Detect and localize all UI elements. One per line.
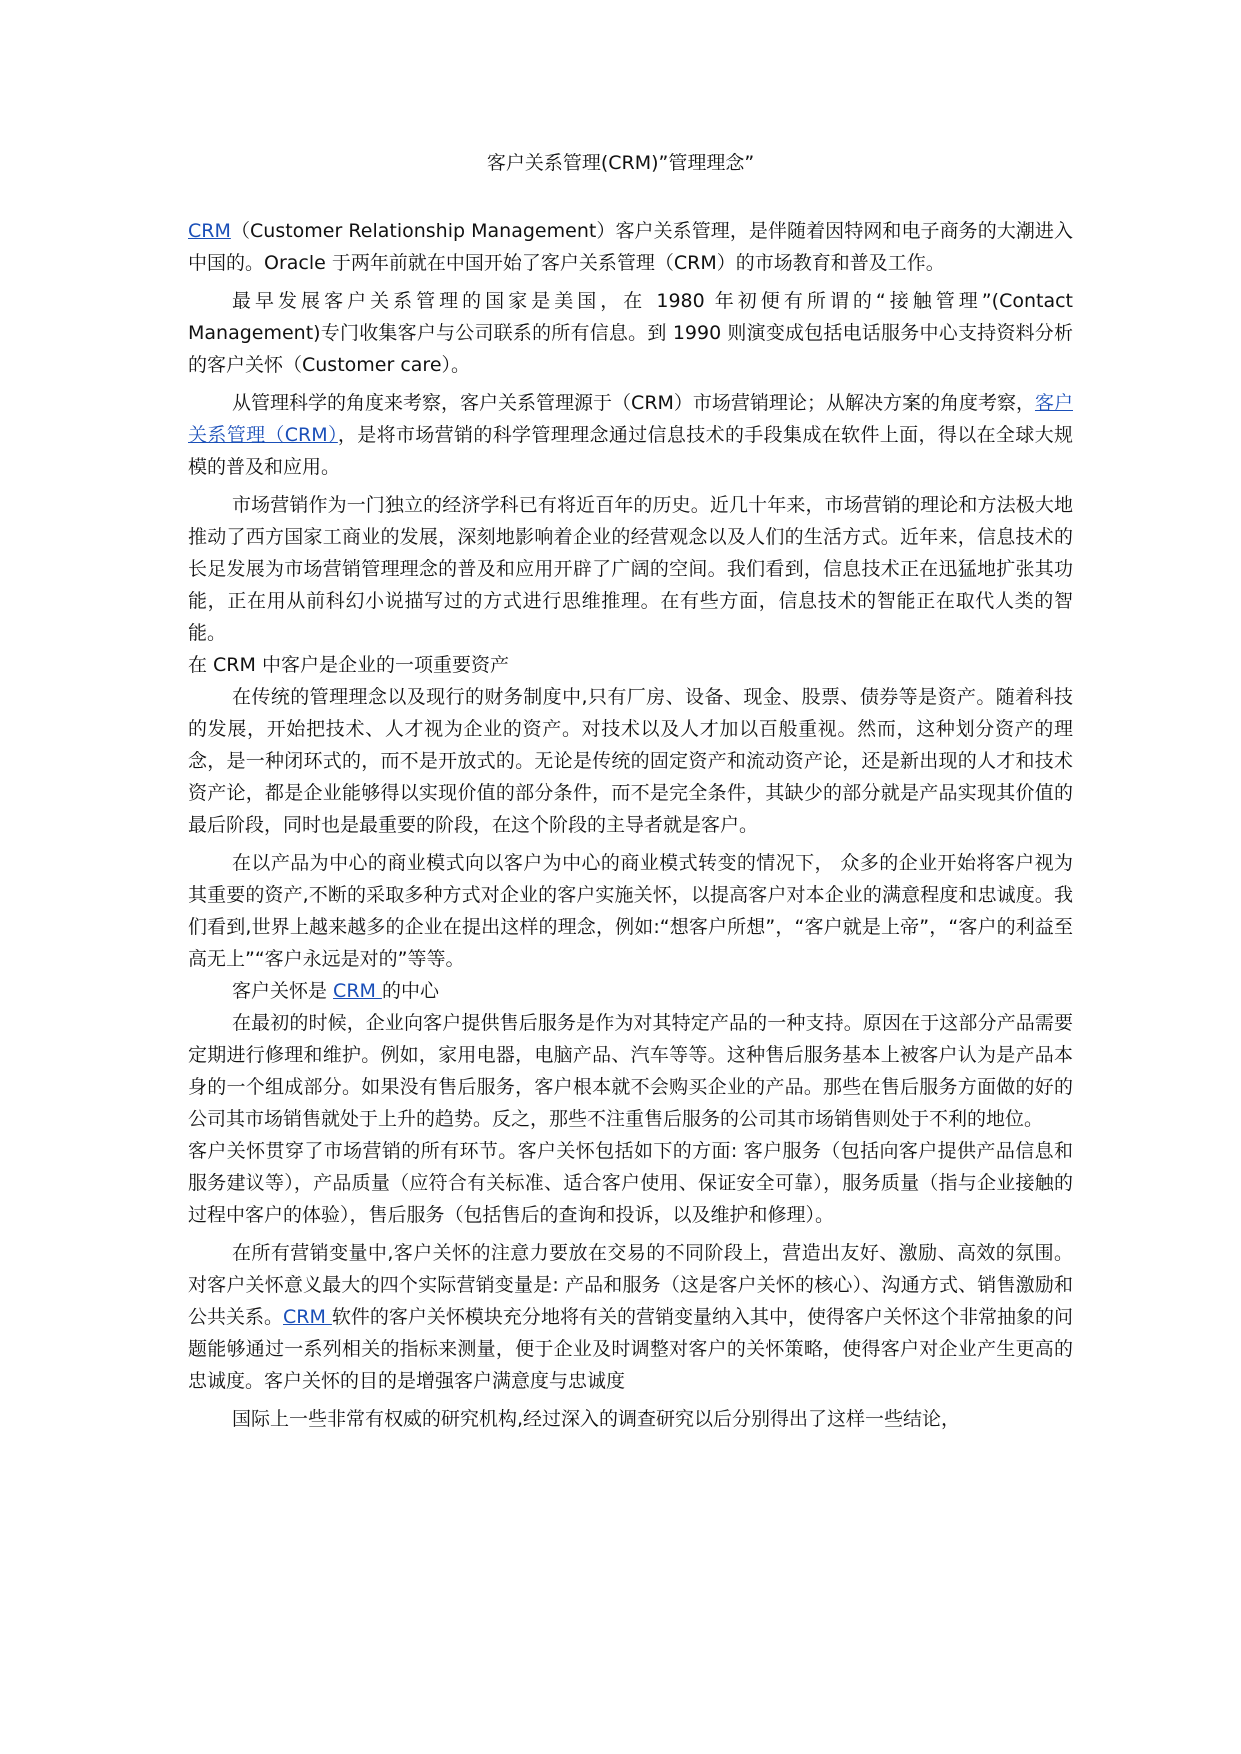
paragraph-care-aspects: 客户关怀贯穿了市场营销的所有环节。客户关怀包括如下的方面: 客户服务（包括向客户提供产品信息和服务建议等），产品质量（应符合有关标准、适合客户使用、保证安全可靠），服务质量（指与企业接触的过程中客户的体验），售后服务（包括售后的查询和投诉，以及维护和修理）。 [188, 1140, 1073, 1226]
paragraph-marketing-variables [188, 1237, 1073, 1397]
paragraph-text: （Customer Relationship Management）客户关系管理，是伴随着因特网和电子商务的大潮进入中国的。Oracle 于两年前就在中国开始了客户关系管理（CRM）的市场教育和普及工作。 [188, 220, 1073, 274]
crm-management-link[interactable]: 客户关系管理（CRM） [188, 392, 1073, 446]
paragraph-after-sales: 在最初的时候，企业向客户提供售后服务是作为对其特定产品的一种支持。原因在于这部分产品需要定期进行修理和维护。例如，家用电器，电脑产品、汽车等等。这种售后服务基本上被客户认为是产品本身的一个组成部分。如果没有售后服务，客户根本就不会购买企业的产品。那些在售后服务方面做的好的公司其市场销售就处于上升的趋势。反之，那些不注重售后服务的公司其市场销售则处于不利的地位。 [188, 1012, 1073, 1130]
paragraph-research: 国际上一些非常有权威的研究机构,经过深入的调查研究以后分别得出了这样一些结论， [232, 1408, 961, 1430]
paragraph-management-science [188, 387, 1073, 483]
heading-text: 客户关怀是 [232, 980, 334, 1002]
heading-text: 的中心 [381, 980, 439, 1002]
paragraph-text: 从管理科学的角度来考察，客户关系管理源于（CRM）市场营销理论；从解决方案的角度考察， [232, 392, 1035, 414]
document-title: 客户关系管理(CRM)”管理理念” [486, 152, 755, 174]
paragraph-assets: 在传统的管理理念以及现行的财务制度中,只有厂房、设备、现金、股票、债券等是资产。随着科技的发展，开始把技术、人才视为企业的资产。对技术以及人才加以百般重视。然而，这种划分资产的理念，是一种闭环式的，而不是开放式的。无论是传统的固定资产和流动资产论，还是新出现的人才和技术资产论，都是企业能够得以实现价值的部分条件，而不是完全条件，其缺少的部分就是产品实现其价值的最后阶段，同时也是最重要的阶段，在这个阶段的主导者就是客户。 [188, 686, 1073, 836]
section-heading-customer-care [188, 975, 1073, 1007]
paragraph-text: ，是将市场营销的科学管理理念通过信息技术的手段集成在软件上面，得以在全球大规模的普及和应用。 [188, 424, 1073, 478]
paragraph-marketing: 市场营销作为一门独立的经济学科已有将近百年的历史。近几十年来，市场营销的理论和方法极大地推动了西方国家工商业的发展，深刻地影响着企业的经营观念以及人们的生活方式。近年来，信息技术的长足发展为市场营销管理理念的普及和应用开辟了广阔的空间。我们看到，信息技术正在迅猛地扩张其功能，正在用从前科幻小说描写过的方式进行思维推理。在有些方面，信息技术的智能正在取代人类的智能。 [188, 494, 1073, 644]
paragraph-text: 在所有营销变量中,客户关怀的注意力要放在交易的不同阶段上，营造出友好、激励、高效的氛围。对客户关怀意义最大的四个实际营销变量是: 产品和服务（这是客户关怀的核心）、沟通方式、销售激励和公共关系。 [188, 1242, 1073, 1328]
crm-link[interactable]: CRM [333, 980, 382, 1002]
crm-link[interactable]: CRM [283, 1306, 332, 1328]
paragraph-customer-centric: 在以产品为中心的商业模式向以客户为中心的商业模式转变的情况下， 众多的企业开始将客户视为其重要的资产,不断的采取多种方式对企业的客户实施关怀，以提高客户对本企业的满意程度和忠诚度。我们看到,世界上越来越多的企业在提出这样的理念，例如:“想客户所想”，“客户就是上帝”，“客户的利益至高无上”“客户永远是对的”等等。 [188, 852, 1073, 970]
paragraph-text: 软件的客户关怀模块充分地将有关的营销变量纳入其中，使得客户关怀这个非常抽象的问题能够通过一系列相关的指标来测量，便于企业及时调整对客户的关怀策略，使得客户对企业产生更高的忠诚度。客户关怀的目的是增强客户满意度与忠诚度 [188, 1306, 1073, 1392]
paragraph-history: 最早发展客户关系管理的国家是美国，在 1980 年初便有所谓的“接触管理”(Contact Management)专门收集客户与公司联系的所有信息。到 1990 则演变成包括电话服务中心支持资料分析的客户关怀（Customer care）。 [188, 290, 1073, 376]
document-body [188, 215, 1073, 1435]
section-heading-customer-asset: 在 CRM 中客户是企业的一项重要资产 [188, 654, 509, 676]
paragraph-crm-intro [188, 215, 1073, 279]
crm-link[interactable]: CRM [188, 220, 231, 242]
